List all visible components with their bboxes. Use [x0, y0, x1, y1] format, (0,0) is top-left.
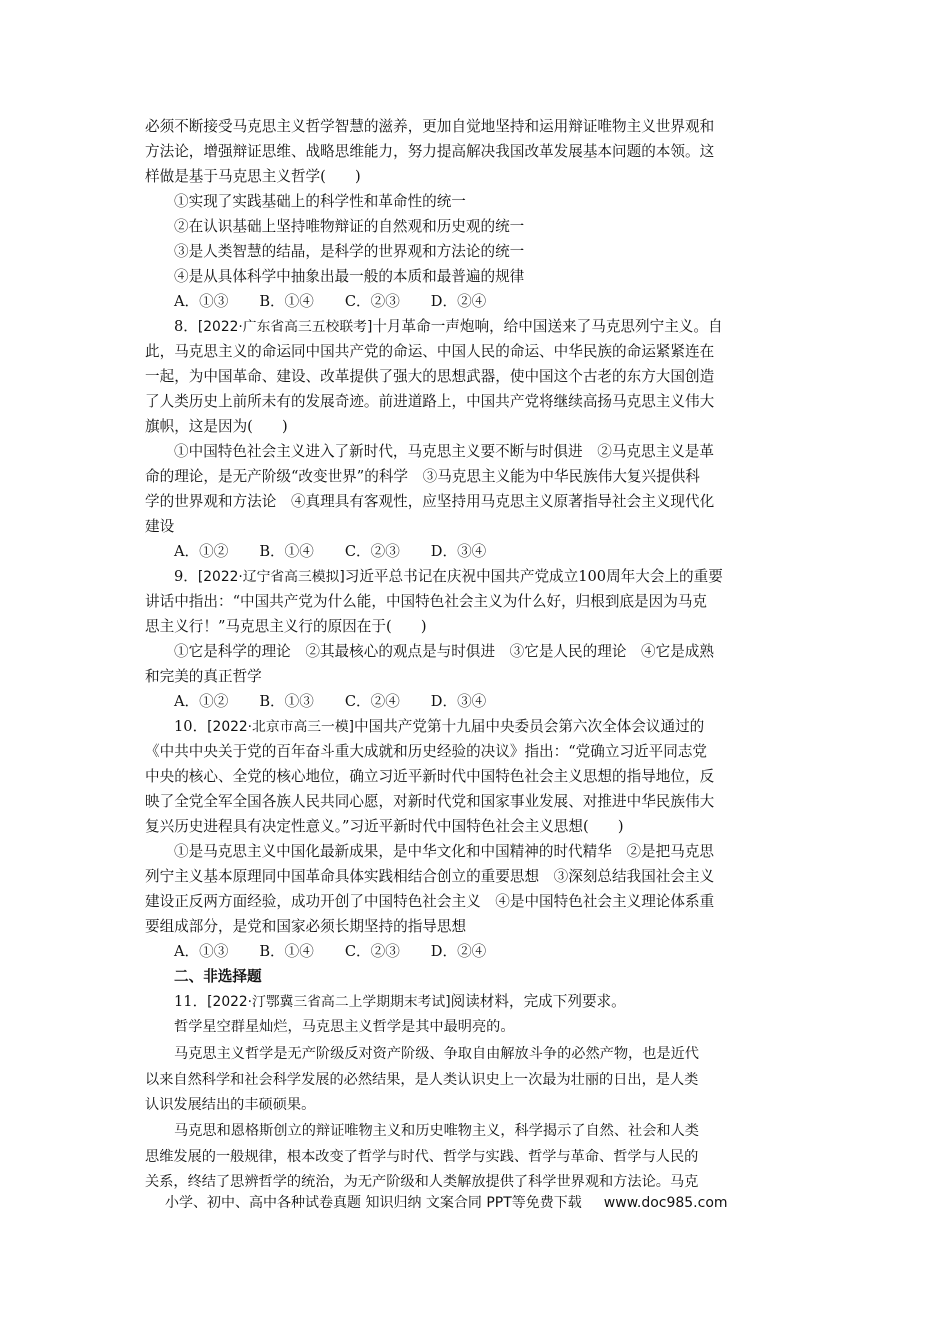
question-stem-line: [145, 989, 810, 1014]
section-heading: 二、非选择题: [174, 968, 262, 985]
question-text: 习近平总书记在庆祝中国共产党成立100周年大会上的重要: [344, 568, 723, 585]
option-statement: ①它是科学的理论 ②其最核心的观点是与时俱进 ③它是人民的理论 ④它是成熟: [174, 643, 714, 660]
option-statement: 建设正反两方面经验，成功开创了中国特色社会主义 ④是中国特色社会主义理论体系重: [145, 893, 715, 910]
question-number: 9．: [174, 568, 198, 585]
question-stem-line: 思主义行！”马克思主义行的原因在于( ): [145, 618, 427, 635]
choice-d: D．②④: [430, 943, 487, 960]
question-stem-line: 方法论，增强辩证思维、战略思维能力，努力提高解决我国改革发展基本问题的本领。这: [145, 143, 715, 160]
question-stem-line: [145, 714, 810, 739]
option-statement: 列宁主义基本原理同中国革命具体实践相结合创立的重要思想 ③深刻总结我国社会主义: [145, 868, 715, 885]
material-line: 思维发展的一般规律，根本改变了哲学与时代、哲学与实践、哲学与革命、哲学与人民的: [145, 1149, 699, 1165]
document-body: [145, 114, 810, 1195]
choice-d: D．③④: [430, 543, 487, 560]
choice-c: C．②③: [344, 293, 400, 310]
question-stem-line: 讲话中指出：“中国共产党为什么能，中国特色社会主义为什么好，归根到底是因为马克: [145, 593, 708, 610]
option-statement: 建设: [145, 518, 175, 535]
choice-b: B．①④: [259, 943, 314, 960]
question-number: 8．: [174, 318, 198, 335]
choice-c: C．②③: [344, 943, 400, 960]
footer-website-link[interactable]: www.doc985.com: [603, 1195, 728, 1211]
question-stem-line: [145, 564, 810, 589]
question-stem-line: 了人类历史上前所未有的发展奇迹。前进道路上，中国共产党将继续高扬马克思主义伟大: [145, 393, 715, 410]
question-9: [145, 564, 810, 714]
question-stem-line: 旗帜，这是因为( ): [145, 418, 288, 435]
answer-choices: [145, 539, 810, 564]
question-8: [145, 314, 810, 564]
question-number: 10．: [174, 718, 208, 735]
material-paragraph: 马克思和恩格斯创立的辩证唯物主义和历史唯物主义，科学揭示了自然、社会和人类: [174, 1123, 699, 1139]
footer-text: 小学、初中、高中各种试卷真题 知识归纳 文案合同 PPT等免费下载: [165, 1195, 582, 1211]
choice-b: B．①③: [259, 693, 314, 710]
question-text: 中国共产党第十九届中央委员会第六次全体会议通过的: [354, 718, 705, 735]
question-text: 十月革命一声炮响，给中国送来了马克思列宁主义。自: [372, 318, 723, 335]
choice-a: A．①②: [174, 693, 229, 710]
material-line: 关系，终结了思辨哲学的统治，为无产阶级和人类解放提供了科学世界观和方法论。马克: [145, 1174, 699, 1190]
question-stem-line: 样做是基于马克思主义哲学( ): [145, 168, 361, 185]
page-footer: [165, 1192, 728, 1212]
option-statement: 要组成部分，是党和国家必须长期坚持的指导思想: [145, 918, 467, 935]
question-stem-line: 《中共中央关于党的百年奋斗重大成就和历史经验的决议》指出：“党确立习近平同志党: [145, 743, 708, 760]
option-statement: 命的理论，是无产阶级“改变世界”的科学 ③马克思主义能为中华民族伟大复兴提供科: [145, 468, 700, 485]
option-statement: ③是人类智慧的结晶，是科学的世界观和方法论的统一: [174, 243, 525, 260]
choice-a: A．①②: [174, 543, 229, 560]
material-line: 认识发展结出的丰硕硕果。: [145, 1097, 316, 1113]
question-stem-line: 映了全党全军全国各族人民共同心愿，对新时代党和国家事业发展、对推进中华民族伟大: [145, 793, 715, 810]
choice-c: C．②③: [344, 543, 400, 560]
option-statement: 学的世界观和方法论 ④真理具有客观性，应坚持用马克思主义原著指导社会主义现代化: [145, 493, 715, 510]
question-stem-line: [145, 314, 810, 339]
question-10: [145, 714, 810, 964]
question-number: 11．: [174, 993, 208, 1010]
material-line: 以来自然科学和社会科学发展的必然结果，是人类认识史上一次最为壮丽的日出，是人类: [145, 1072, 699, 1088]
choice-b: B．①④: [259, 293, 314, 310]
option-statement: ①实现了实践基础上的科学性和革命性的统一: [174, 193, 466, 210]
question-source: [2022·北京市高三一模]: [207, 719, 355, 735]
material-paragraph: 哲学星空群星灿烂，马克思主义哲学是其中最明亮的。: [174, 1019, 515, 1035]
choice-c: C．②④: [344, 693, 400, 710]
question-7: [145, 114, 810, 314]
answer-choices: [145, 289, 810, 314]
question-source: [2022·辽宁省高三模拟]: [197, 569, 345, 585]
question-source: [2022·广东省高三五校联考]: [197, 319, 373, 335]
choice-d: D．③④: [430, 693, 487, 710]
choice-a: A．①③: [174, 943, 229, 960]
choice-b: B．①④: [259, 543, 314, 560]
question-stem-line: 一起，为中国革命、建设、改革提供了强大的思想武器，使中国这个古老的东方大国创造: [145, 368, 715, 385]
question-stem-line: 复兴历史进程具有决定性意义。”习近平新时代中国特色社会主义思想( ): [145, 818, 624, 835]
question-11: [145, 989, 810, 1195]
option-statement: ④是从具体科学中抽象出最一般的本质和最普遍的规律: [174, 268, 525, 285]
question-stem-line: 此，马克思主义的命运同中国共产党的命运、中国人民的命运、中华民族的命运紧紧连在: [145, 343, 715, 360]
option-statement: ①中国特色社会主义进入了新时代，马克思主义要不断与时俱进 ②马克思主义是革: [174, 443, 714, 460]
choice-d: D．②④: [430, 293, 487, 310]
answer-choices: [145, 689, 810, 714]
question-stem-line: 必须不断接受马克思主义哲学智慧的滋养，更加自觉地坚持和运用辩证唯物主义世界观和: [145, 118, 715, 135]
question-stem-line: 中央的核心、全党的核心地位，确立习近平新时代中国特色社会主义思想的指导地位，反: [145, 768, 715, 785]
material-paragraph: 马克思主义哲学是无产阶级反对资产阶级、争取自由解放斗争的必然产物，也是近代: [174, 1046, 699, 1062]
answer-choices: [145, 939, 810, 964]
choice-a: A．①③: [174, 293, 229, 310]
option-statement: ②在认识基础上坚持唯物辩证的自然观和历史观的统一: [174, 218, 525, 235]
option-statement: ①是马克思主义中国化最新成果，是中华文化和中国精神的时代精华 ②是把马克思: [174, 843, 714, 860]
question-source: [2022·汀鄂冀三省高二上学期期末考试]: [207, 994, 451, 1010]
question-text: 阅读材料，完成下列要求。: [450, 993, 626, 1010]
option-statement: 和完美的真正哲学: [145, 668, 262, 685]
